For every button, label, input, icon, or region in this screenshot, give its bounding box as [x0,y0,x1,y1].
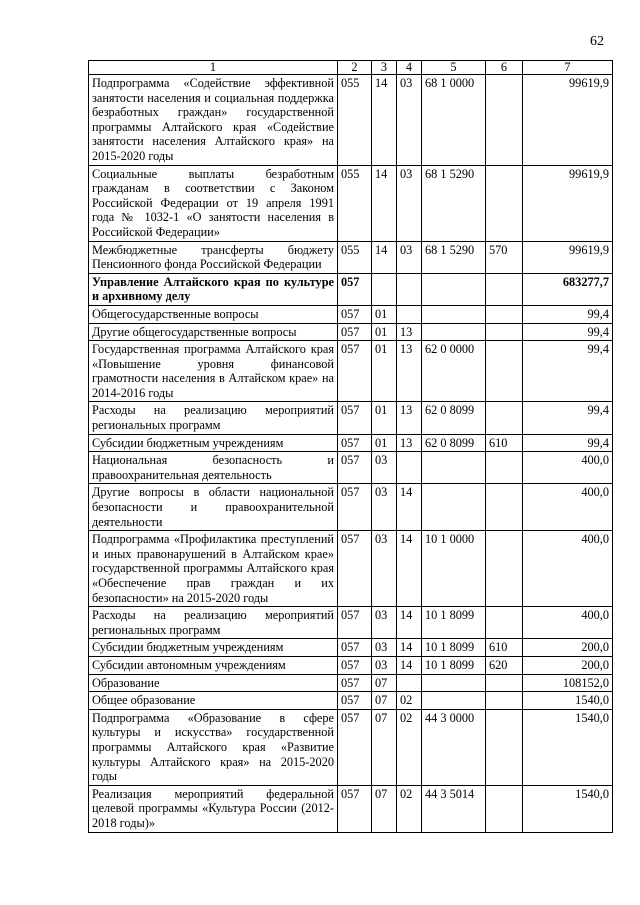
section-cell: 14 [372,75,397,166]
subsection-cell: 14 [397,639,422,657]
section-cell: 03 [372,656,397,674]
target-article-cell [422,273,486,305]
row-name-cell: Подпрограмма «Профилактика преступлений и иных правонарушений в Алтайском крае» государственной программы Алтайского края «Обеспечение прав граждан и их безопасности» на 2015-2020 годы [89,531,338,607]
column-header: 4 [397,61,422,75]
section-cell: 01 [372,305,397,323]
admin-code-cell: 057 [338,709,372,785]
subsection-cell: 14 [397,656,422,674]
table-row [89,434,613,452]
table-row [89,692,613,710]
row-name-cell: Управление Алтайского края по культуре и архивному делу [89,273,338,305]
column-header: 1 [89,61,338,75]
admin-code-cell: 055 [338,75,372,166]
section-cell: 03 [372,452,397,484]
row-name-cell: Межбюджетные трансферты бюджету Пенсионного фонда Российской Федерации [89,241,338,273]
admin-code-cell: 057 [338,484,372,531]
section-cell: 03 [372,607,397,639]
target-article-cell: 68 1 5290 [422,241,486,273]
subsection-cell: 13 [397,434,422,452]
table-row [89,305,613,323]
amount-cell: 1540,0 [523,785,613,832]
column-header: 2 [338,61,372,75]
column-header: 3 [372,61,397,75]
admin-code-cell: 057 [338,305,372,323]
admin-code-cell: 057 [338,639,372,657]
table-row [89,402,613,434]
row-name-cell: Социальные выплаты безработным гражданам в соответствии с Законом Российской Федерации от 19 апреля 1991 года № 1032-1 «О занятости населения в Российской Федерации» [89,165,338,241]
row-name-cell: Субсидии автономным учреждениям [89,656,338,674]
subsection-cell [397,305,422,323]
amount-cell: 683277,7 [523,273,613,305]
expense-type-cell: 570 [486,241,523,273]
section-cell: 07 [372,674,397,692]
table-row [89,607,613,639]
admin-code-cell: 057 [338,434,372,452]
admin-code-cell: 057 [338,323,372,341]
target-article-cell: 44 3 0000 [422,709,486,785]
section-cell: 14 [372,241,397,273]
expense-type-cell [486,305,523,323]
row-name-cell: Расходы на реализацию мероприятий региональных программ [89,402,338,434]
amount-cell: 99619,9 [523,241,613,273]
table-row [89,709,613,785]
expense-type-cell [486,75,523,166]
subsection-cell: 03 [397,75,422,166]
subsection-cell [397,452,422,484]
admin-code-cell: 057 [338,674,372,692]
subsection-cell: 13 [397,402,422,434]
subsection-cell [397,273,422,305]
amount-cell: 400,0 [523,531,613,607]
table-row [89,452,613,484]
target-article-cell [422,692,486,710]
section-cell: 01 [372,341,397,402]
amount-cell: 99,4 [523,402,613,434]
section-cell: 14 [372,165,397,241]
row-name-cell: Подпрограмма «Содействие эффективной занятости населения и социальная поддержка безработных граждан» государственной программы Алтайского края «Содействие занятости населения Алтайского края» на 2015-2020 годы [89,75,338,166]
table-row [89,484,613,531]
admin-code-cell: 057 [338,341,372,402]
subsection-cell [397,674,422,692]
budget-table [88,60,613,833]
amount-cell: 108152,0 [523,674,613,692]
expense-type-cell [486,484,523,531]
section-cell: 07 [372,785,397,832]
subsection-cell: 02 [397,709,422,785]
column-header: 7 [523,61,613,75]
row-name-cell: Расходы на реализацию мероприятий региональных программ [89,607,338,639]
target-article-cell: 62 0 8099 [422,402,486,434]
section-cell: 03 [372,639,397,657]
subsection-cell: 14 [397,607,422,639]
table-row [89,75,613,166]
amount-cell: 1540,0 [523,692,613,710]
expense-type-cell [486,165,523,241]
subsection-cell: 02 [397,692,422,710]
row-name-cell: Национальная безопасность и правоохранительная деятельность [89,452,338,484]
table-row [89,674,613,692]
amount-cell: 1540,0 [523,709,613,785]
expense-type-cell [486,531,523,607]
target-article-cell [422,323,486,341]
table-row [89,341,613,402]
amount-cell: 99619,9 [523,165,613,241]
amount-cell: 99,4 [523,305,613,323]
section-cell: 01 [372,402,397,434]
section-cell [372,273,397,305]
expense-type-cell [486,785,523,832]
section-cell: 01 [372,323,397,341]
admin-code-cell: 055 [338,241,372,273]
admin-code-cell: 057 [338,607,372,639]
row-name-cell: Субсидии бюджетным учреждениям [89,639,338,657]
target-article-cell: 68 1 0000 [422,75,486,166]
column-header: 6 [486,61,523,75]
expense-type-cell [486,692,523,710]
expense-type-cell [486,402,523,434]
admin-code-cell: 057 [338,785,372,832]
amount-cell: 99,4 [523,323,613,341]
table-row [89,785,613,832]
subsection-cell: 03 [397,165,422,241]
table-header-row [89,61,613,75]
section-cell: 07 [372,709,397,785]
subsection-cell: 14 [397,484,422,531]
admin-code-cell: 055 [338,165,372,241]
target-article-cell [422,484,486,531]
subsection-cell: 13 [397,323,422,341]
section-cell: 03 [372,531,397,607]
expense-type-cell [486,709,523,785]
row-name-cell: Субсидии бюджетным учреждениям [89,434,338,452]
expense-type-cell [486,341,523,402]
expense-type-cell [486,323,523,341]
expense-type-cell: 610 [486,434,523,452]
row-name-cell: Общегосударственные вопросы [89,305,338,323]
amount-cell: 400,0 [523,452,613,484]
row-name-cell: Другие вопросы в области национальной безопасности и правоохранительной деятельности [89,484,338,531]
expense-type-cell: 620 [486,656,523,674]
subsection-cell: 13 [397,341,422,402]
row-name-cell: Общее образование [89,692,338,710]
expense-type-cell: 610 [486,639,523,657]
row-name-cell: Подпрограмма «Образование в сфере культуры и искусства» государственной программы Алтайского края «Развитие культуры Алтайского края» на 2015-2020 годы [89,709,338,785]
target-article-cell: 10 1 0000 [422,531,486,607]
table-row [89,165,613,241]
page-number: 62 [590,34,604,49]
section-cell: 07 [372,692,397,710]
expense-type-cell [486,607,523,639]
amount-cell: 99,4 [523,434,613,452]
expense-type-cell [486,452,523,484]
section-cell: 01 [372,434,397,452]
table-row [89,656,613,674]
target-article-cell: 10 1 8099 [422,656,486,674]
subsection-cell: 03 [397,241,422,273]
row-name-cell: Реализация мероприятий федеральной целевой программы «Культура России (2012-2018 годы)» [89,785,338,832]
admin-code-cell: 057 [338,402,372,434]
subsection-cell: 14 [397,531,422,607]
row-name-cell: Образование [89,674,338,692]
amount-cell: 99619,9 [523,75,613,166]
target-article-cell: 10 1 8099 [422,639,486,657]
admin-code-cell: 057 [338,656,372,674]
amount-cell: 99,4 [523,341,613,402]
target-article-cell: 62 0 8099 [422,434,486,452]
table-row [89,273,613,305]
target-article-cell: 10 1 8099 [422,607,486,639]
amount-cell: 200,0 [523,639,613,657]
row-name-cell: Другие общегосударственные вопросы [89,323,338,341]
target-article-cell [422,305,486,323]
table-row [89,639,613,657]
expense-type-cell [486,273,523,305]
target-article-cell [422,674,486,692]
amount-cell: 200,0 [523,656,613,674]
admin-code-cell: 057 [338,692,372,710]
admin-code-cell: 057 [338,531,372,607]
subsection-cell: 02 [397,785,422,832]
table-row [89,241,613,273]
target-article-cell [422,452,486,484]
section-cell: 03 [372,484,397,531]
amount-cell: 400,0 [523,607,613,639]
column-header: 5 [422,61,486,75]
expense-type-cell [486,674,523,692]
target-article-cell: 68 1 5290 [422,165,486,241]
target-article-cell: 44 3 5014 [422,785,486,832]
amount-cell: 400,0 [523,484,613,531]
table-row [89,323,613,341]
target-article-cell: 62 0 0000 [422,341,486,402]
admin-code-cell: 057 [338,273,372,305]
admin-code-cell: 057 [338,452,372,484]
table-row [89,531,613,607]
row-name-cell: Государственная программа Алтайского края «Повышение уровня финансовой грамотности населения в Алтайском крае» на 2014-2016 годы [89,341,338,402]
